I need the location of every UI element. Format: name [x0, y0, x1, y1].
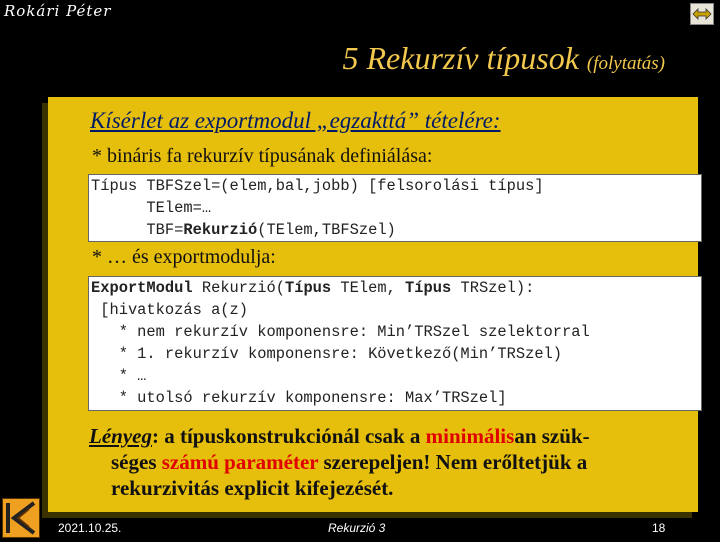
slide-title-sub: (folytatás)	[586, 53, 665, 74]
conclusion-emph-minimal: minimális	[425, 424, 515, 448]
swap-arrows-icon[interactable]	[690, 3, 714, 25]
conclusion-emph-param: számú paraméter	[161, 450, 319, 474]
bullet-export-module: * … és exportmodulja:	[92, 246, 276, 268]
conclusion-part-4: an szük-	[514, 424, 590, 448]
code-line-3-prefix: TBF=	[91, 221, 184, 239]
code2-keyword-tipus-2: Típus	[405, 279, 452, 297]
conclusion-text	[89, 423, 689, 501]
code2-line-4: * 1. rekurzív komponensre: Következő(Min’TRSzel)	[91, 345, 563, 363]
code2-text-c: TRSzel):	[451, 279, 535, 297]
code2-line-2: [hivatkozás a(z)	[91, 301, 249, 319]
footer-date: 2021.10.25.	[58, 521, 122, 535]
footer-title: Rekurzió 3	[328, 521, 386, 535]
code-line-2: TElem=…	[91, 199, 212, 217]
code2-keyword-tipus-1: Típus	[284, 279, 332, 297]
code2-keyword-modul: Modul	[146, 279, 193, 297]
code2-keyword-export: Export	[91, 279, 147, 297]
conclusion-keyword: Lényeg	[89, 424, 152, 448]
code-keyword-rekurzio: Rekurzió	[183, 221, 258, 239]
code2-text-a: Rekurzió(	[192, 279, 285, 297]
code-block-type-definition	[88, 174, 702, 242]
slide-number: 18	[652, 521, 666, 535]
code-line-3-suffix: (TElem,TBFSzel)	[257, 221, 396, 239]
author-signature: Rokári Péter	[4, 2, 112, 20]
conclusion-lenyeg	[89, 424, 152, 448]
slide-title	[0, 40, 665, 77]
conclusion-line-3: rekurzivitás explicit kifejezését.	[111, 476, 394, 500]
slide-title-main: 5 Rekurzív típusok	[342, 40, 579, 76]
code-line-1: Típus TBFSzel=(elem,bal,jobb) [felsorolási típus]	[91, 177, 544, 195]
code2-line-1	[91, 279, 534, 297]
conclusion-part-5: séges	[111, 450, 162, 474]
conclusion-part-2: : a típuskonstrukciónál csak a	[151, 424, 426, 448]
home-return-icon[interactable]	[2, 498, 40, 538]
code2-line-3: * nem rekurzív komponensre: Min’TRSzel szelektorral	[91, 323, 590, 341]
code2-text-b: TElem,	[331, 279, 406, 297]
bullet-binary-tree: * bináris fa rekurzív típusának definiálása:	[92, 145, 433, 167]
conclusion-line-2	[89, 449, 689, 475]
code-line-3	[91, 221, 396, 239]
section-heading: Kísérlet az exportmodul „egzakttá” tételére:	[90, 108, 501, 133]
code2-line-5: * …	[91, 367, 147, 385]
code2-line-6: * utolsó rekurzív komponensre: Max’TRSzel]	[91, 389, 507, 407]
code-block-export-module	[88, 276, 702, 411]
conclusion-part-7: szerepeljen! Nem erőltetjük a	[318, 450, 588, 474]
